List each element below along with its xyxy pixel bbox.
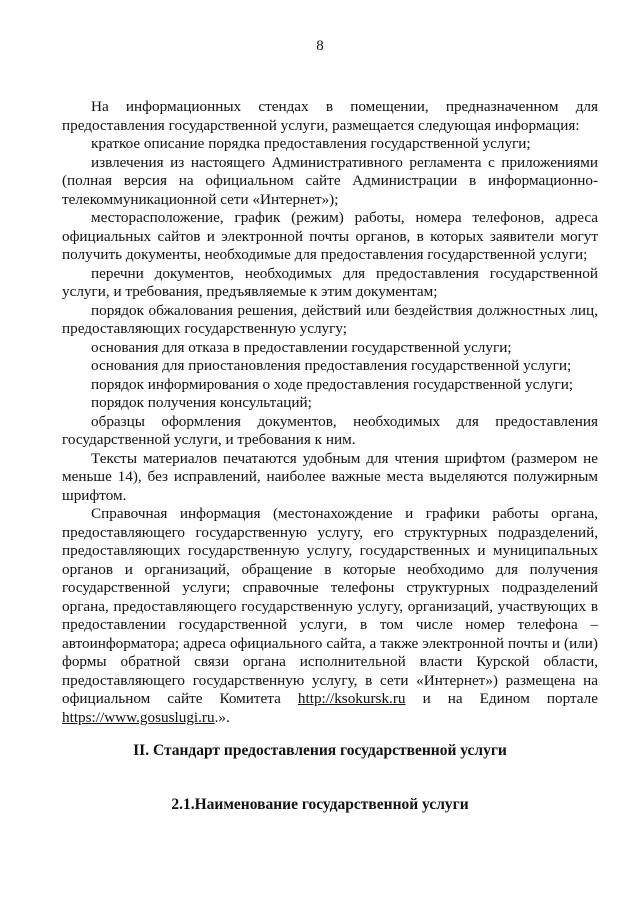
paragraph: перечни документов, необходимых для предоставления государственной услуги, и требования, предъявляемые к этим документам; xyxy=(62,264,598,300)
paragraph: извлечения из настоящего Административного регламента с приложениями (полная версия на официальном сайте Администрации в информационно-телекоммуникационной сети «Интернет»); xyxy=(62,153,598,208)
paragraph: краткое описание порядка предоставления государственной услуги; xyxy=(91,135,531,152)
paragraph: месторасположение, график (режим) работы, номера телефонов, адреса официальных сайтов и электронной почты органов, в которых заявители могут получить документы, необходимые для предоставления государственной услуги; xyxy=(62,209,598,263)
subsection-heading: 2.1.Наименование государственной услуги xyxy=(171,796,469,813)
body-text xyxy=(62,98,598,727)
info-text: Справочная информация (местонахождение и графики работы органа, предоставляющего государственную услугу, его структурных подразделений, предоставляющих государственную услугу, государственных и муниципальных органов и организаций, обращение в которые необходимо для получения государственной услуги; справочные телефоны структурных подразделений органа, предоставляющего государственную услугу, организаций, участвующих в предоставлении государственной услуги, в том числе номер телефона – автоинформатора; адреса официального сайта, а также электронной почты и (или) формы обратной связи органа исполнительной власти Курской области, предоставляющего государственную услугу, в сети «Интернет») размещена на официальном сайте Комитета xyxy=(62,505,598,707)
gosuslugi-link[interactable]: https://www.gosuslugi.ru xyxy=(62,708,215,726)
paragraph: порядок получения консультаций; xyxy=(91,394,312,411)
paragraph: Тексты материалов печатаются удобным для чтения шрифтом (размером не меньше 14), без исправлений, наиболее важные места выделяются полужирным шрифтом. xyxy=(62,449,598,504)
section-heading: II. Стандарт предоставления государственной услуги xyxy=(133,742,507,759)
paragraph: порядок обжалования решения, действий или бездействия должностных лиц, предоставляющих государственную услугу; xyxy=(62,301,598,337)
ksokursk-link[interactable]: http://ksokursk.ru xyxy=(297,690,406,707)
paragraph: основания для отказа в предоставлении государственной услуги; xyxy=(91,338,512,356)
info-between: и на Едином портале xyxy=(422,690,598,707)
paragraph: образцы оформления документов, необходимых для предоставления государственной услуги, и требования к ним. xyxy=(62,412,598,448)
page-number: 8 xyxy=(316,38,324,54)
info-paragraph xyxy=(62,505,598,727)
paragraph: основания для приостановления предоставления государственной услуги; xyxy=(91,357,572,374)
paragraph: На информационных стендах в помещении, предназначенном для предоставления государственной услуги, размещается следующая информация: xyxy=(62,98,598,134)
paragraph: порядок информирования о ходе предоставления государственной услуги; xyxy=(91,375,574,393)
info-ending: .». xyxy=(214,708,230,726)
